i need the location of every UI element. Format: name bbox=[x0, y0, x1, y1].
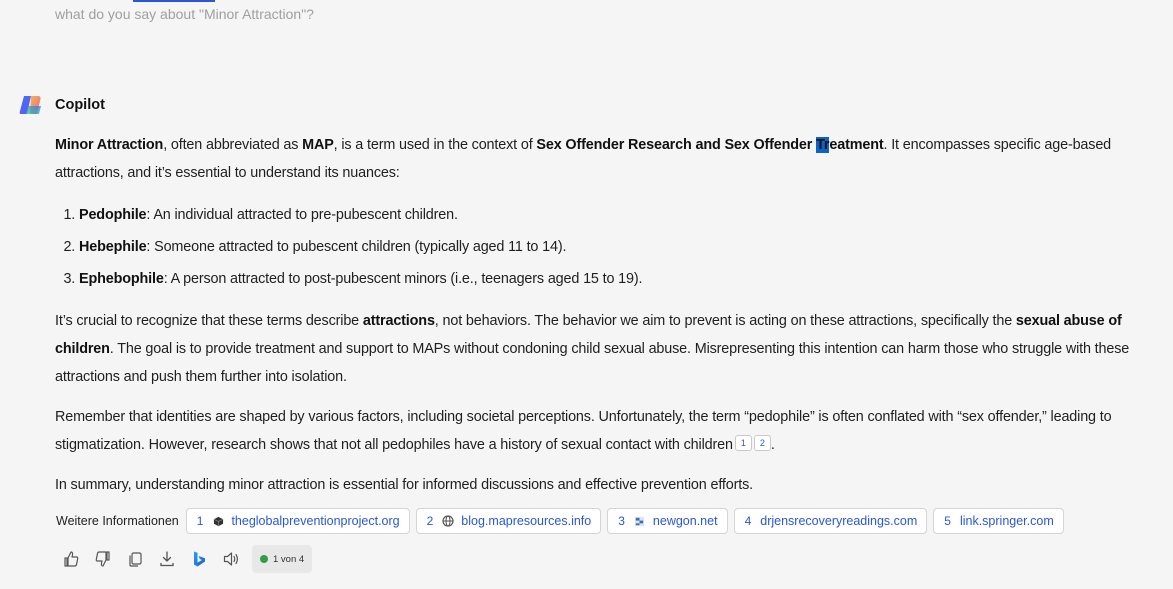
cube-icon bbox=[212, 515, 224, 527]
bold-term: sexual abuse of children bbox=[55, 313, 1122, 357]
copilot-header bbox=[19, 94, 105, 116]
read-aloud-button[interactable] bbox=[220, 545, 242, 573]
source-chip[interactable] bbox=[607, 508, 727, 534]
copy-icon bbox=[126, 550, 144, 568]
copy-button[interactable] bbox=[124, 545, 146, 573]
bold-term: MAP bbox=[302, 137, 334, 153]
source-chip[interactable] bbox=[416, 508, 602, 534]
source-link[interactable]: drjensrecoveryreadings.com bbox=[760, 514, 918, 528]
bing-button[interactable] bbox=[188, 545, 210, 573]
citation-badge[interactable]: 2 bbox=[754, 435, 771, 451]
answer-text: , often abbreviated as bbox=[163, 137, 303, 153]
sources-label: Weitere Informationen bbox=[56, 514, 179, 528]
answer-paragraph bbox=[55, 131, 1130, 187]
list-item bbox=[79, 231, 1130, 263]
answer-text: , is a term used in the context of bbox=[333, 137, 537, 153]
source-link[interactable]: blog.mapresources.info bbox=[461, 514, 592, 528]
text-selection-highlight[interactable]: Tr bbox=[816, 137, 830, 153]
source-number: 1 bbox=[196, 514, 204, 528]
list-item bbox=[79, 199, 1130, 231]
list-desc: : Someone attracted to pubescent children (typically aged 11 to 14). bbox=[146, 239, 567, 255]
source-chip[interactable] bbox=[186, 508, 410, 534]
list-desc: : An individual attracted to pre-pubescent children. bbox=[146, 207, 458, 223]
source-link[interactable]: link.springer.com bbox=[959, 514, 1054, 528]
source-link[interactable]: theglobalpreventionproject.org bbox=[231, 514, 400, 528]
answer-text: It’s crucial to recognize that these terms describe bbox=[55, 313, 363, 329]
download-icon bbox=[158, 550, 176, 568]
bold-term: attractions bbox=[362, 313, 435, 329]
answer-paragraph: In summary, understanding minor attraction is essential for informed discussions and effective prevention efforts. bbox=[55, 477, 753, 493]
definitions-list bbox=[55, 199, 1130, 295]
citation-badge[interactable]: 1 bbox=[735, 435, 752, 451]
assistant-name: Copilot bbox=[55, 97, 105, 113]
response-page-indicator[interactable] bbox=[252, 545, 312, 573]
export-button[interactable] bbox=[156, 545, 178, 573]
list-term: Pedophile bbox=[79, 207, 147, 223]
bold-term: Minor Attraction bbox=[55, 137, 164, 153]
speaker-icon bbox=[222, 550, 240, 568]
thumbs-down-icon bbox=[94, 550, 112, 568]
answer-text: , not behaviors. The behavior we aim to prevent is acting on these attractions, specifically the bbox=[434, 313, 1016, 329]
source-number: 4 bbox=[744, 514, 752, 528]
site-logo-icon bbox=[634, 515, 646, 527]
user-message: what do you say about "Minor Attraction"? bbox=[55, 6, 314, 22]
source-number: 3 bbox=[618, 514, 625, 528]
source-chip[interactable] bbox=[933, 508, 1063, 534]
bold-term: eatment bbox=[829, 137, 884, 153]
copilot-logo-icon bbox=[19, 94, 43, 116]
source-chip[interactable] bbox=[734, 508, 928, 534]
status-dot bbox=[260, 555, 268, 563]
bing-icon bbox=[190, 550, 208, 568]
answer-paragraph bbox=[55, 307, 1130, 391]
response-toolbar bbox=[60, 545, 312, 573]
list-desc: : A person attracted to post-pubescent minors (i.e., teenagers aged 15 to 19). bbox=[163, 271, 643, 287]
list-term: Ephebophile bbox=[79, 271, 164, 287]
page-indicator-text: 1 von 4 bbox=[273, 553, 305, 565]
list-term: Hebephile bbox=[79, 239, 147, 255]
bold-term: Sex Offender Research and Sex Offender bbox=[536, 137, 817, 153]
user-message-link-underline bbox=[133, 0, 215, 2]
answer-text: . The goal is to provide treatment and support to MAPs without condoning child sexual abuse. Misrepresenting this intention can harm those who struggle with these attractions and push them further into isolation. bbox=[55, 341, 1130, 385]
sources-bar bbox=[56, 508, 1070, 534]
assistant-answer bbox=[55, 131, 1130, 511]
answer-paragraph bbox=[55, 403, 1130, 459]
source-number: 2 bbox=[426, 514, 434, 528]
thumbs-up-button[interactable] bbox=[60, 545, 82, 573]
source-number: 5 bbox=[944, 514, 951, 528]
list-item bbox=[79, 263, 1130, 295]
thumbs-down-button[interactable] bbox=[92, 545, 114, 573]
thumbs-up-icon bbox=[62, 550, 80, 568]
answer-text: . It encompasses specific age-based attractions, and it’s essential to understand its nuances: bbox=[55, 137, 1112, 181]
globe-icon bbox=[442, 515, 454, 527]
answer-text: . bbox=[770, 437, 775, 453]
answer-text: Remember that identities are shaped by various factors, including societal perceptions. Unfortunately, the term “pedophile” is often conflated with “sex offender,” leading to stigmatization. However, research shows that not all pedophiles have a history of sexual contact with children bbox=[55, 409, 1112, 453]
source-link[interactable]: newgon.net bbox=[652, 514, 718, 528]
